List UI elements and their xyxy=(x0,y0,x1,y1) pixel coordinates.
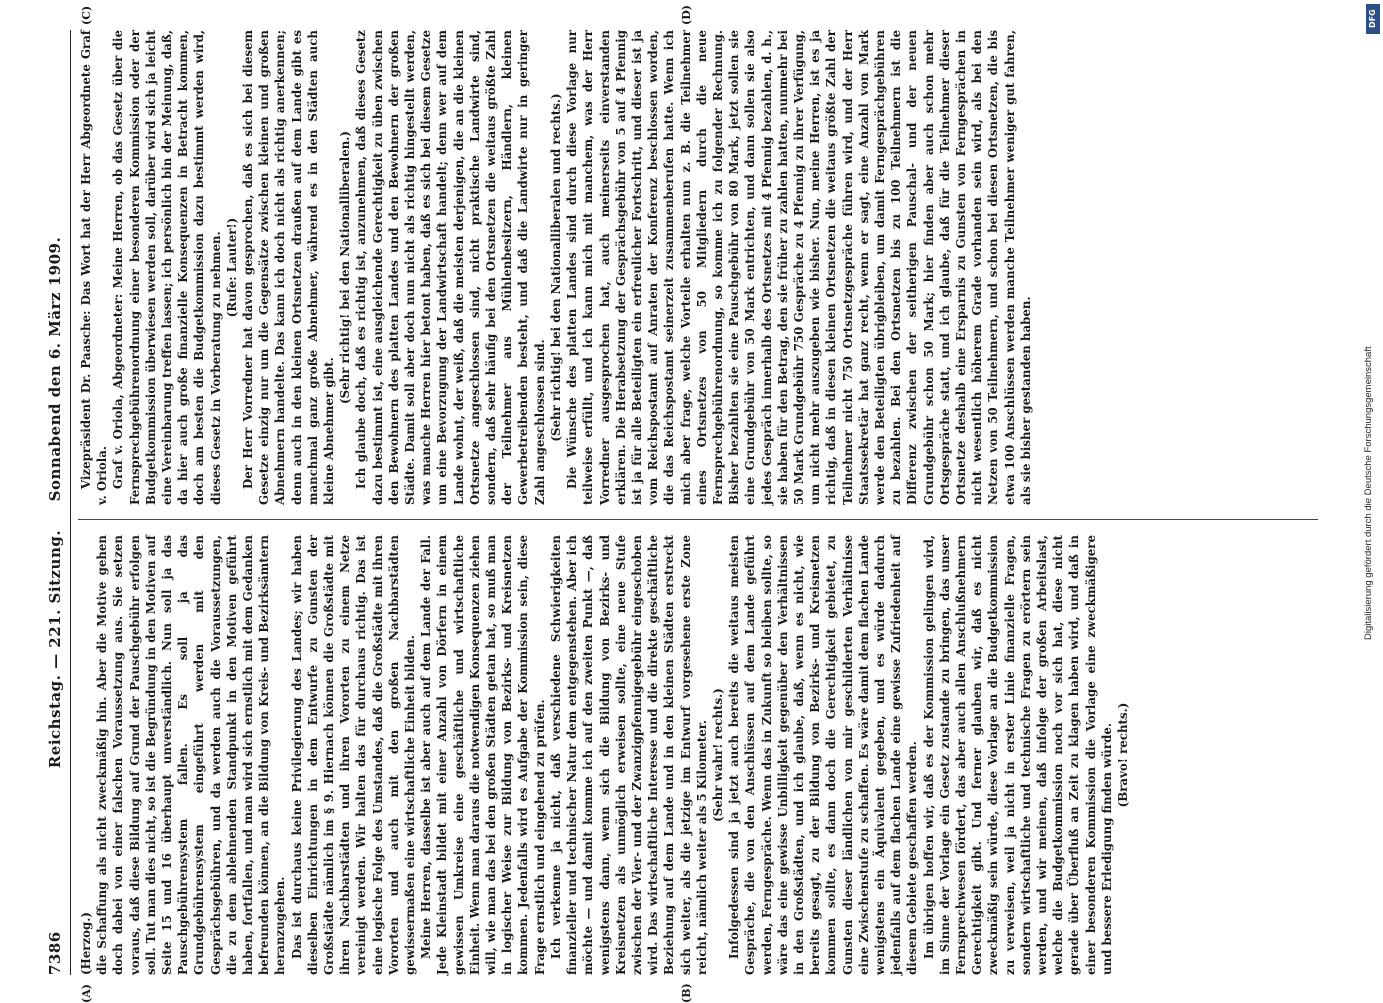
session-title: Reichstag. — 221. Sitzung. xyxy=(46,529,64,769)
interjection: (Sehr richtig! bei den Nationalliberalen.) xyxy=(338,131,353,404)
right-column xyxy=(78,30,1034,505)
paragraph: Das ist durchaus keine Privilegierung des Landes; wir haben dieselben Einrichtungen in dem Entwurfe zu Gunsten der Großstädte nämlich im § 9. Hiernach können die Großstädte mit ihren Nachbarstädten und ihren Vororten zu einem Netze vereinigt werden. Wir halten das für durchaus richtig. Das ist eine logische Folge des Umstandes, daß die Großstädte mit ihren Vororten und auch mit den großen Nachbarstädten gewissermaßen eine wirtschaftliche Einheit bilden. xyxy=(289,535,418,975)
interjection: (Sehr richtig! bei den Nationalliberalen und rechts.) xyxy=(548,93,563,442)
margin-marker-b: (B) xyxy=(680,983,693,1003)
session-date: Sonnabend den 6. März 1909. xyxy=(46,236,64,502)
interjection: (Rufe: Lauter!) xyxy=(224,217,239,318)
interjection: (Sehr wahr! rechts.) xyxy=(710,688,725,822)
paragraph: Meine Herren, dasselbe ist aber auch auf dem Lande der Fall. Jede Kleinstadt bildet mit einer Anzahl von Dörfern in einem gewissen Umkreise eine geschäftliche und wirtschaftliche Einheit. Wenn man daraus die notwendigen Konsequenzen ziehen will, wie man das bei den großen Städten getan hat, so muß man in logischer Weise zur Bildung von Bezirks- und Kreisnetzen kommen. Jedenfalls wird es Aufgabe der Kommission sein, diese Frage ernstlich und eingehend zu prüfen. xyxy=(419,535,547,975)
margin-marker-c: (C) xyxy=(80,5,93,25)
column-divider xyxy=(78,519,1318,520)
paragraph: Graf v. Oriola, Abgeordneter: Meine Herren, ob das Gesetz über die Fernsprechgebührenordnung einer besonderen Kommission oder der Budgetkommission überwiesen werden soll, darüber wird sich ja leicht eine Vereinbarung treffen lassen; ich persönlich bin der Meinung, daß, da hier auch große finanzielle Konsequenzen in Betracht kommen, doch am besten die Budgetkommission dazu bestimmt werden wird, dieses Gesetz in Vorberatung zu nehmen. xyxy=(111,30,223,505)
rotated-page-content xyxy=(40,5,1340,1003)
margin-marker-d: (D) xyxy=(680,5,693,25)
header-rule xyxy=(70,30,71,975)
speaker-tag: (Herzog.) xyxy=(79,912,93,975)
paragraph: Die Wünsche des platten Landes sind durch diese Vorlage nur teilweise erfüllt, und ich kann mich mit manchem, was der Herr Vorredner ausgesprochen hat, auch meinerseits einverstanden erklären. Die Herabsetzung der Gesprächsgebühr von 5 auf 4 Pfennig ist ja für alle Beteiligten ein erfreulicher Fortschritt, und dieser ist ja vom Reichspostamt auf Anraten der Konferenz beschlossen worden, die das Reichspostamt seinerzeit zusammenberufen hatte. Wenn ich mich aber frage, welche Vorteile erhalten nun z. B. die Teilnehmer eines Ortsnetzes von 50 Mitgliedern durch die neue Fernsprechgebührenordnung, so komme ich zu folgender Rechnung. Bisher bezahlten sie eine Pauschgebühr von 80 Mark, jetzt sollen sie eine Grundgebühr von 50 Mark entrichten, und dann sollen sie also jedes Gespräch innerhalb des Ortsnetzes mit 4 Pfennig bezahlen, d. h., sie haben für den Betrag, den sie früher zu zahlen hatten, nunmehr bei 50 Mark Grundgebühr 750 Gespräche zu 4 Pfennig zu ihrer Verfügung, um nicht mehr auszugeben wie bisher. Nun, meine Herren, ist es ja richtig, daß in diesen kleinen Ortsnetzen die weitaus größte Zahl der Teilnehmer nicht 750 Ortsnetzgespräche führen wird, und der Herr Staatssekretär hat ganz recht, wenn er sagt, eine Anzahl von Mark werde den Beteiligten übrigbleiben, um damit Ferngesprächgebühren zu bezahlen. Bei den Ortsnetzen bis zu 100 Teilnehmern ist die Differenz zwischen der seitherigen Pauschal- und der neuen Grundgebühr schon 50 Mark; hier finden aber auch schon mehr Ortsgespräche statt, und ich glaube, daß für die Teilnehmer dieser Ortsnetze deshalb eine Ersparnis zu Gunsten von Ferngesprächen in nicht wesentlich höherem Grade vorhanden sein wird, als bei den Netzen von 50 Teilnehmern, und schon bei diesen Ortsnetzen, die bis etwa 100 Anschlüssen werden manche Teilnehmer weniger gut fahren, als sie bisher gestanden haben. xyxy=(565,30,1033,505)
paragraph: Ich verkenne ja nicht, daß verschiedene Schwierigkeiten finanzieller und technischer Natur dem entgegenstehen. Aber ich möchte — und damit komme ich auf den zweiten Punkt —, daß wenigstens dann, wenn sich die Bildung von Bezirks- und Kreisnetzen als unmöglich erweisen sollte, eine neue Stufe zwischen der Vier- und der Zwanzigpfennigegebühr eingeschoben wird. Das wirtschaftliche Interesse und die direkte geschäftliche Beziehung auf dem Lande und in den kleinen Städten erstreckt sich weiter, als die jetzige im Entwurf vorgesehene erste Zone reicht, nämlich weiter als 5 Kilometer. xyxy=(548,535,709,975)
header-title xyxy=(46,30,64,975)
paragraph: Im übrigen hoffen wir, daß es der Kommission gelingen wird, im Sinne der Vorlage ein Gesetz zustande zu bringen, das unser Fernsprechwesen fördert, das aber auch allen Anschlußnehmern Gerechtigkeit gibt. Und ferner glauben wir, daß es nicht zweckmäßig sein würde, diese Vorlage an die Budgetkommission zu verweisen, weil ja nicht in erster Linie finanzielle Fragen, sondern wirtschaftliche und technische Fragen zu erörtern sein werden, und wir meinen, daß infolge der großen Arbeitslast, welche die Budgetkommission noch vor sich hat, diese nicht gerade über Überfluß an Zeit zu klagen haben wird, und daß in einer besonderen Kommission die Vorlage eine zweckmäßigere und bessere Erledigung finden würde. xyxy=(921,535,1114,975)
dfg-logo: DFG xyxy=(1366,4,1380,34)
page-header xyxy=(40,30,68,975)
paragraph: Der Herr Vorredner hat davon gesprochen, daß es sich bei diesem Gesetze einzig nur um die Gegensätze zwischen kleinen und großen Abnehmern handelte. Das kann ich doch nicht als richtig anerkennen; denn auch in den kleinen Ortsnetzen draußen auf dem Lande gibt es manchmal ganz große Abnehmer, während es in den Städten auch kleine Abnehmer gibt. xyxy=(241,30,337,505)
left-column xyxy=(78,535,1131,975)
page-number: 7386 xyxy=(46,931,64,975)
paragraph: Infolgedessen sind ja jetzt auch bereits die weitaus meisten Gespräche, die von den Anschlüssen auf dem Lande geführt werden, Ferngespräche. Wenn das in Zukunft so bleiben sollte, so wäre das eine gewisse Unbilligkeit gegenüber den Verhältnissen in den Großstädten, und ich glaube, daß, wenn es nicht, wie bereits gesagt, zu der Bildung von Bezirks- und Kreisnetzen kommen sollte, es dann doch die Gerechtigkeit gebietet, zu Gunsten dieser ländlichen von mir geschilderten Verhältnisse eine Zwischenstufe zu schaffen. Es wäre damit dem flachen Lande wenigstens ein Äquivalent gegeben, und es würde dadurch jedenfalls auf dem flachen Lande eine gewisse Zufriedenheit auf diesem Gebiete geschaffen werden. xyxy=(727,535,920,975)
paragraph: Vizepräsident Dr. Paasche: Das Wort hat der Herr Abgeordnete Graf v. Oriola. xyxy=(79,30,110,505)
margin-marker-a: (A) xyxy=(80,984,93,1003)
digitization-credit: Digitalisierung gefördert durch die Deutsche Forschungsgemeinschaft xyxy=(1363,346,1374,640)
paragraph: Ich glaube doch, daß es richtig ist, anzunehmen, daß dieses Gesetz dazu bestimmt ist, eine ausgleichende Gerechtigkeit zu üben zwischen den Bewohnern des platten Landes und den Bewohnern der großen Städte. Damit soll aber doch nun nicht als richtig hingestellt werden, was manche Herren hier betont haben, daß es sich bei diesem Gesetze um eine Bevorzugung der Landwirtschaft handelt; denn wer auf dem Lande wohnt, der weiß, daß die meisten derjenigen, die an die kleinen Ortsnetze angeschlossen sind, nicht praktische Landwirte sind, sondern, daß sehr häufig bei den Ortsnetzen die weitaus größte Zahl der Teilnehmer aus Mühlenbesitzern, Händlern, kleinen Gewerbetreibenden besteht, und daß die Landwirte nur in geringer Zahl angeschlossen sind. xyxy=(354,30,547,505)
paragraph: die Schaffung als nicht zweckmäßig hin. Aber die Motive gehen doch dabei von einer falschen Voraussetzung aus. Sie setzen voraus, daß diese Bildung auf Grund der Pauschgebühr erfolgen soll. Tut man dies nicht, so ist die Begründung in den Motiven auf Seite 15 und 16 überhaupt unverständlich. Nun soll ja das Pauschgebührensystem fallen. Es soll ja das Grundgebührensystem eingeführt werden mit den Gesprächsgebühren, und da werden auch die Voraussetzungen, die zu dem ablehnenden Standpunkt in den Motiven geführt haben, fortfallen, und man wird sich ernstlich mit dem Gedanken befreunden können, an die Bildung von Kreis- und Bezirksämtern heranzugehen. xyxy=(95,535,288,975)
interjection: (Bravo! rechts.) xyxy=(1116,702,1130,808)
